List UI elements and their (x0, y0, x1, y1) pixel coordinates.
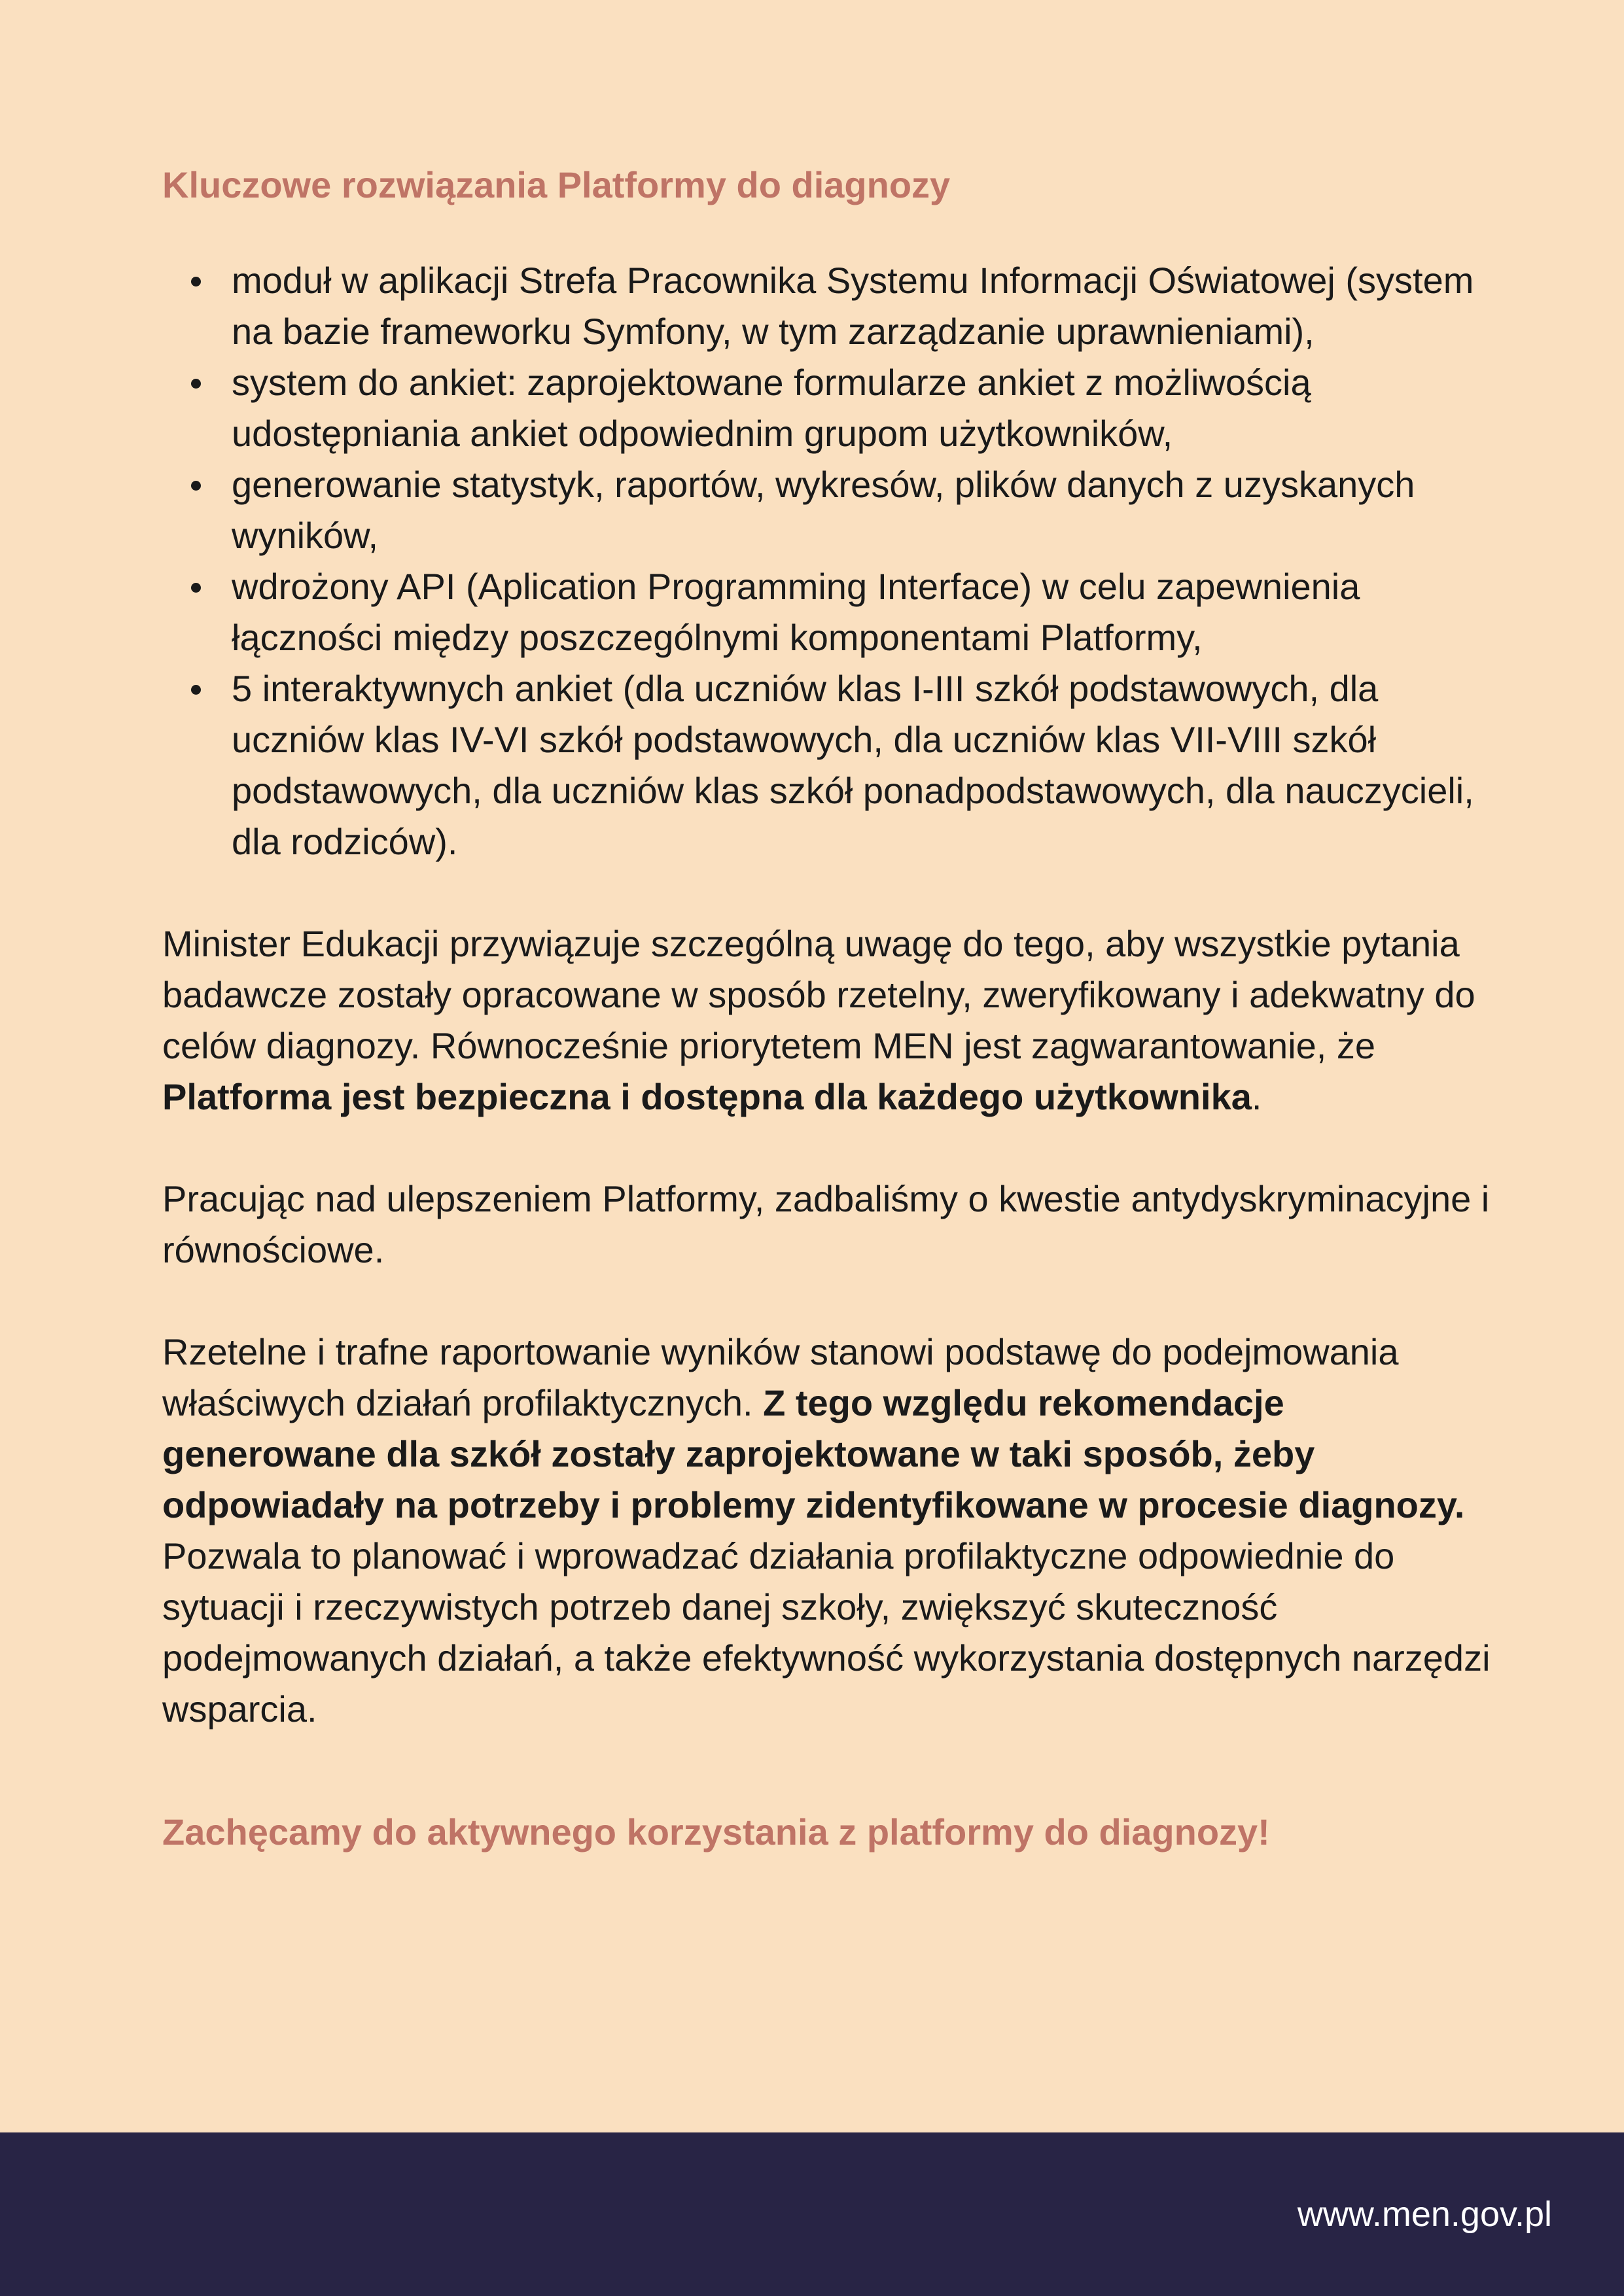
paragraph-end: Pozwala to planować i wprowadzać działania profilaktyczne odpowiednie do sytuacji i rzeczywistych potrzeb danej szkoły, zwiększyć skuteczność podejmowanych działań, a także efektywność wykorzystania dostępnych narzędzi wsparcia. (162, 1535, 1491, 1730)
paragraph-antidiscrimination: Pracując nad ulepszeniem Platformy, zadbaliśmy o kwestie antydyskryminacyjne i równościowe. (162, 1178, 1490, 1270)
bullet-icon (191, 583, 201, 593)
list-item-text: moduł w aplikacji Strefa Pracownika Systemu Informacji Oświatowej (system na bazie frameworku Symfony, w tym zarządzanie uprawnieniami), (232, 260, 1474, 352)
bullet-icon (191, 685, 201, 695)
paragraph-bold: Platforma jest bezpieczna i dostępna dla każdego użytkownika (162, 1076, 1252, 1117)
section-heading: Kluczowe rozwiązania Platformy do diagnozy (162, 164, 951, 205)
closing-call-to-action: Zachęcamy do aktywnego korzystania z platformy do diagnozy! (162, 1811, 1270, 1852)
list-item (162, 663, 1491, 867)
paragraph-bold: Z tego względu rekomendacje generowane dla szkół zostały zaprojektowane w taki sposób, żeby odpowiadały na potrzeby i problemy zidentyfikowane w procesie diagnozy. (162, 1382, 1465, 1525)
paragraph-reporting (162, 1327, 1491, 1735)
list-item (162, 561, 1491, 663)
bullet-icon (191, 481, 201, 491)
list-item-text: system do ankiet: zaprojektowane formularze ankiet z możliwością udostępniania ankiet odpowiednim grupom użytkowników, (232, 362, 1311, 454)
paragraph-text: Minister Edukacji przywiązuje szczególną uwagę do tego, aby wszystkie pytania badawcze zostały opracowane w sposób rzetelny, zweryfikowany i adekwatny do celów diagnozy. Równocześnie priorytetem MEN jest zagwarantowanie, że (162, 923, 1475, 1066)
list-item-text: 5 interaktywnych ankiet (dla uczniów klas I-III szkół podstawowych, dla uczniów klas IV-VI szkół podstawowych, dla uczniów klas VII-VIII szkół podstawowych, dla uczniów klas szkół ponadpodstawowych, dla nauczycieli, dla rodziców). (232, 668, 1474, 862)
list-item-text: wdrożony API (Aplication Programming Interface) w celu zapewnienia łączności między poszczególnymi komponentami Platformy, (232, 566, 1360, 658)
footer-website-link[interactable]: www.men.gov.pl (1297, 2195, 1552, 2234)
bullet-icon (191, 379, 201, 389)
bullet-icon (191, 277, 201, 287)
list-item (162, 255, 1491, 357)
paragraph-minister (162, 918, 1491, 1122)
content (162, 154, 1491, 1858)
bullet-list (162, 255, 1491, 867)
paragraph-text: Rzetelne i trafne raportowanie wyników stanowi podstawę do podejmowania właściwych działań profilaktycznych. (162, 1331, 1399, 1423)
paragraph-end: . (1251, 1076, 1262, 1117)
footer (0, 2132, 1624, 2296)
list-item-text: generowanie statystyk, raportów, wykresów, plików danych z uzyskanych wyników, (232, 464, 1415, 556)
list-item (162, 459, 1491, 561)
list-item (162, 357, 1491, 459)
